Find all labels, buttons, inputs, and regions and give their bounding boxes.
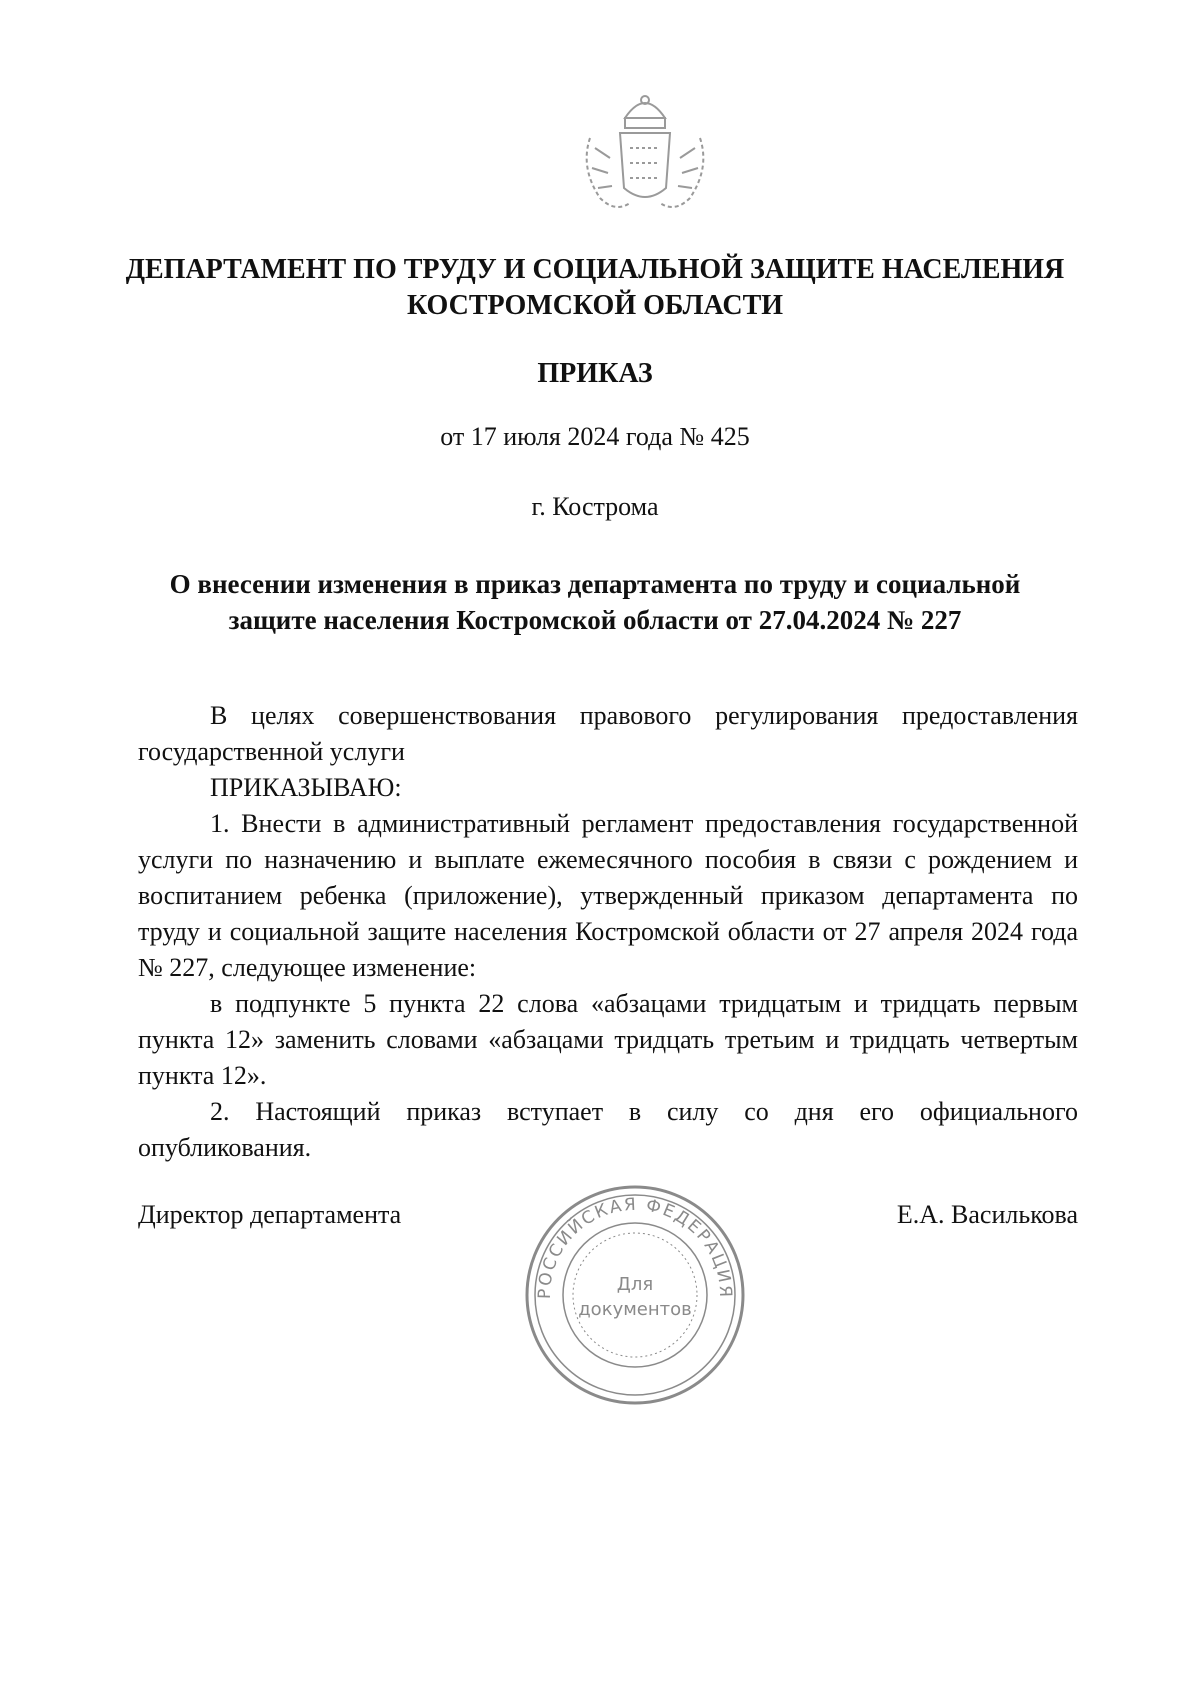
document-subject	[120, 566, 1070, 638]
seal-outer-text: РОССИЙСКАЯ ФЕДЕРАЦИЯ	[534, 1194, 736, 1300]
item-2-paragraph: 2. Настоящий приказ вступает в силу со дня его официального опубликования.	[138, 1097, 1078, 1162]
item-1-paragraph: 1. Внести в административный регламент предоставления государственной услуги по назначению и выплате ежемесячного пособия в связи с рождением и воспитанием ребенка (приложение), утвержденный приказом департамента по труду и социальной защите населения Костромской области от 27 апреля 2024 года № 227, следующее изменение:	[138, 809, 1078, 982]
document-date-number: от 17 июля 2024 года № 425	[440, 422, 750, 451]
subject-line2: защите населения Костромской области от 27.04.2024 № 227	[228, 605, 962, 635]
coat-of-arms-icon	[570, 78, 720, 228]
signatory-title: Директор департамента	[138, 1200, 402, 1229]
order-word: ПРИКАЗЫВАЮ:	[210, 773, 402, 802]
document-body	[138, 698, 1078, 1166]
department-name-line2: КОСТРОМСКОЙ ОБЛАСТИ	[406, 290, 784, 321]
item-1-change-paragraph: в подпункте 5 пункта 22 слова «абзацами тридцатым и тридцать первым пункта 12» заменить словами «абзацами тридцать третьим и тридцать четвертым пункта 12».	[138, 989, 1078, 1090]
seal-center-text-1: Для	[616, 1274, 654, 1295]
seal-center-text-2: документов	[578, 1299, 692, 1320]
official-seal-icon	[520, 1180, 750, 1410]
subject-line1: О внесении изменения в приказ департамента по труду и социальной	[169, 569, 1021, 599]
department-name-line1: ДЕПАРТАМЕНТ ПО ТРУДУ И СОЦИАЛЬНОЙ ЗАЩИТЕ НАСЕЛЕНИЯ	[125, 254, 1065, 285]
signatory-name: Е.А. Василькова	[896, 1200, 1078, 1229]
intro-paragraph: В целях совершенствования правового регулирования предоставления государственной услуги	[138, 701, 1078, 766]
document-type: ПРИКАЗ	[537, 358, 653, 389]
department-name	[120, 252, 1070, 324]
document-city: г. Кострома	[531, 492, 659, 521]
